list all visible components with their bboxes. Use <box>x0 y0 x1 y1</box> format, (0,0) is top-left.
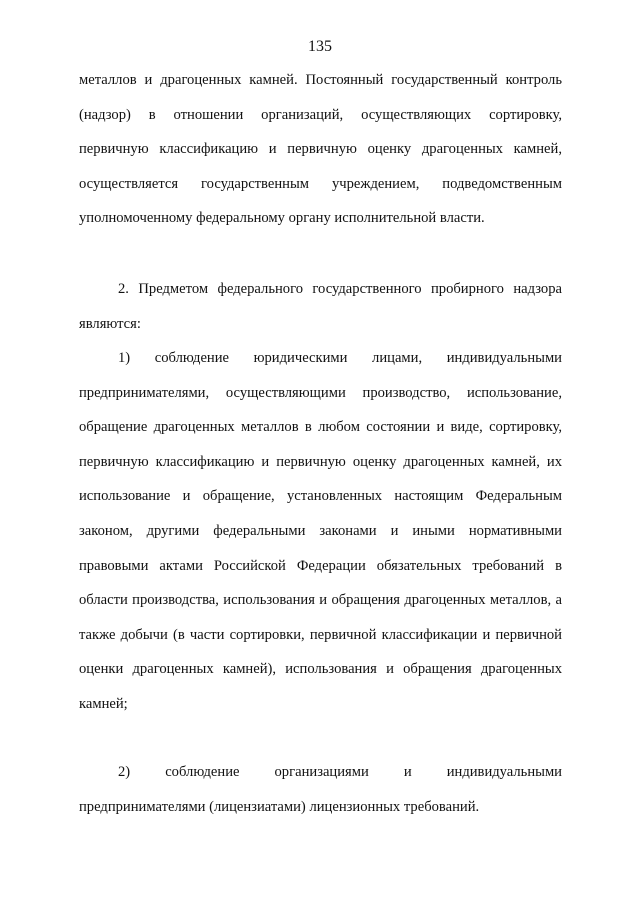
paragraph-subject-of-supervision: 2. Предметом федерального государственного пробирного надзора являются: <box>79 281 562 332</box>
paragraph-item-2: 2) соблюдение организациями и индивидуальными предпринимателями (лицензиатами) лицензионных требований. <box>79 764 562 815</box>
paragraph-item-1: 1) соблюдение юридическими лицами, индивидуальными предпринимателями, осуществляющими производство, использование, обращение драгоценных металлов в любом состоянии и виде, сортировку, первичную классификацию и первичную оценку драгоценных камней, их использование и обращение, установленных настоящим Федеральным законом, другими федеральными законами и иными нормативными правовыми актами Российской Федерации обязательных требований в области производства, использования и обращения драгоценных металлов, а также добычи (в части сортировки, первичной классификации и первичной оценки драгоценных камней), использования и обращения драгоценных камней; <box>79 350 562 712</box>
paragraph-continuation: металлов и драгоценных камней. Постоянный государственный контроль (надзор) в отношении организаций, осуществляющих сортировку, первичную классификацию и первичную оценку драгоценных камней, осуществляется государственным учреждением, подведомственным уполномоченному федеральному органу исполнительной власти. <box>79 72 562 227</box>
page-number: 135 <box>308 38 332 55</box>
